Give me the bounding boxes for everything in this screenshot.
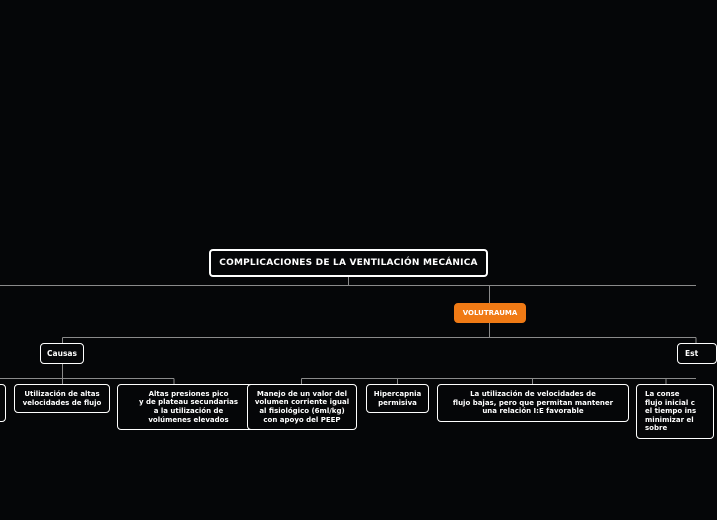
cause-leaf-flow-velocity[interactable]: Utilización de altas velocidades de flujo bbox=[14, 384, 110, 413]
strategy-leaf-hypercapnia[interactable]: Hipercapnia permisiva bbox=[366, 384, 429, 413]
strategy-leaf-tidal-volume[interactable]: Manejo de un valor del volumen corriente igual al fisiológico (6ml/kg) con apoyo del PEEP bbox=[247, 384, 357, 430]
volutrauma-node[interactable]: VOLUTRAUMA bbox=[454, 303, 526, 323]
strategy-leaf-cut-right[interactable]: La conse flujo inicial c el tiempo ins minimizar el sobre bbox=[636, 384, 714, 439]
cause-leaf-cut-left[interactable] bbox=[0, 384, 6, 422]
strategies-node[interactable]: Est bbox=[677, 343, 717, 364]
strategy-leaf-low-flow[interactable]: La utilización de velocidades de flujo bajas, pero que permitan mantener una relación I:E favorable bbox=[437, 384, 629, 422]
cause-leaf-high-pressures[interactable]: Altas presiones pico y de plateau secundarias a la utilización de volúmenes elevados bbox=[117, 384, 260, 430]
causes-node[interactable]: Causas bbox=[40, 343, 84, 364]
root-node-title[interactable]: COMPLICACIONES DE LA VENTILACIÓN MECÁNICA bbox=[209, 249, 488, 277]
